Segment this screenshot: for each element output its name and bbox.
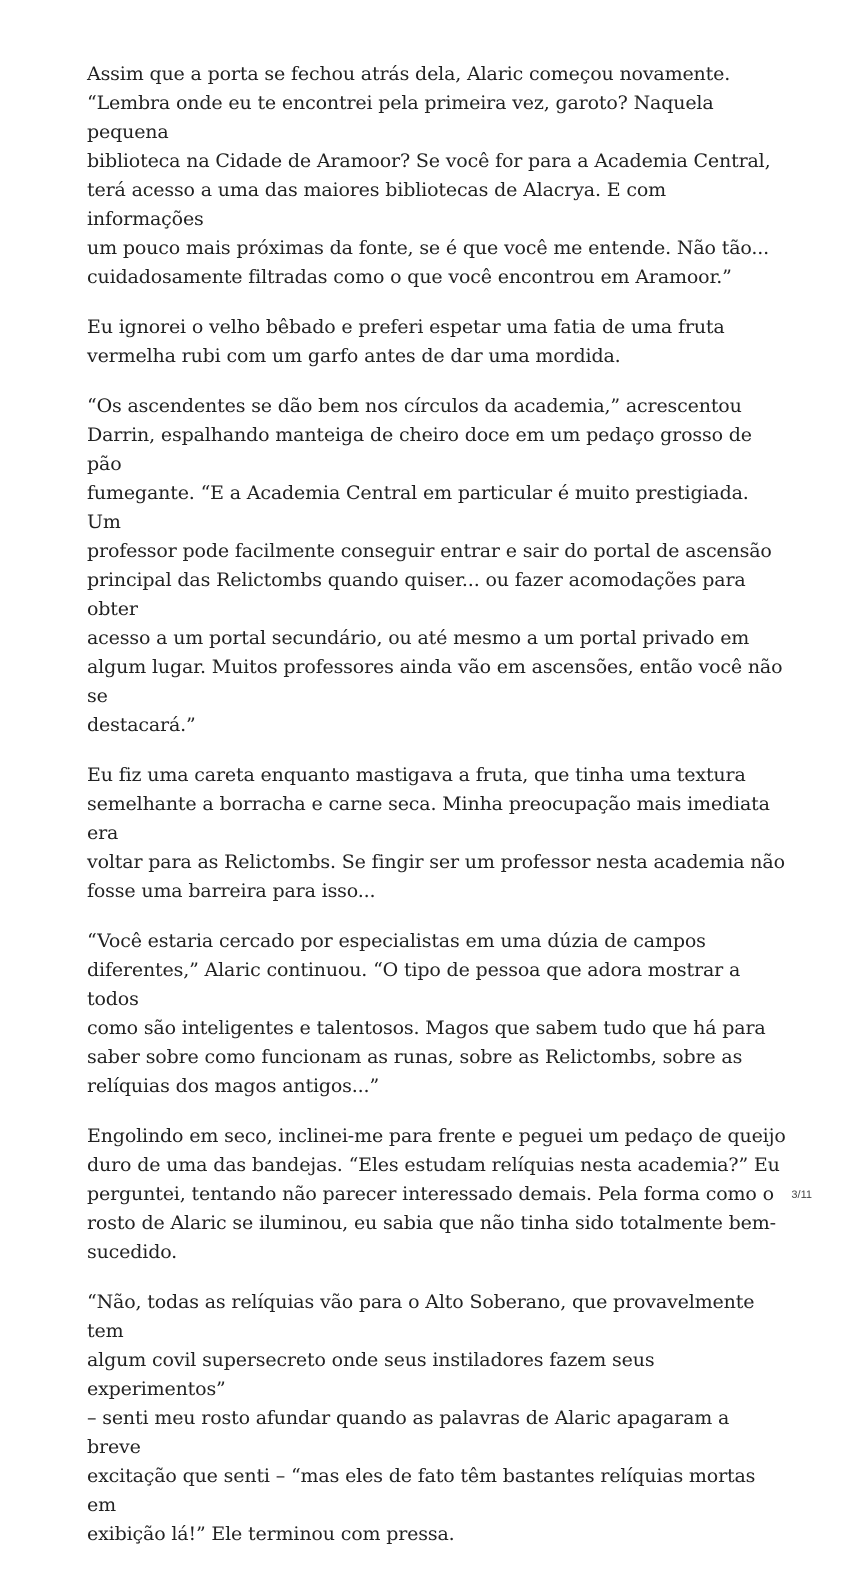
paragraph: Eu ignorei o velho bêbado e preferi espetar uma fatia de uma fruta vermelha rubi com um garfo antes de dar uma mordida. [87,316,725,367]
paragraph: “Você estaria cercado por especialistas em uma dúzia de campos diferentes,” Alaric continuou. “O tipo de pessoa que adora mostrar a todos como são inteligentes e talentosos. Magos que sabem tudo que há para saber sobre como funcionam as runas, sobre as Relictombs, sobre as relíquias dos magos antigos...” [87,930,766,1097]
paragraph: Eu fiz uma careta enquanto mastigava a fruta, que tinha uma textura semelhante a borracha e carne seca. Minha preocupação mais imediata era voltar para as Relictombs. Se fingir ser um professor nesta academia não fosse uma barreira para isso... [87,764,785,902]
paragraph: “Não, todas as relíquias vão para o Alto Soberano, que provavelmente tem algum covil supersecreto onde seus instiladores fazem seus experimentos” – senti meu rosto afundar quando as palavras de Alaric apagaram a breve excitação que senti – “mas eles de fato têm bastantes relíquias mortas em exibição lá!” Ele terminou com pressa. [87,1291,756,1545]
paragraph: Assim que a porta se fechou atrás dela, Alaric começou novamente. “Lembra onde eu te encontrei pela primeira vez, garoto? Naquela pequena biblioteca na Cidade de Aramoor? Se você for para a Academia Central, terá acesso a uma das maiores bibliotecas de Alacrya. E com informações um pouco mais próximas da fonte, se é que você me entende. Não tão... cuidadosamente filtradas como o que você encontrou em Aramoor.” [87,63,771,288]
paragraph: Engolindo em seco, inclinei-me para frente e peguei um pedaço de queijo duro de uma das bandejas. “Eles estudam relíquias nesta academia?” Eu perguntei, tentando não parecer interessado demais. Pela forma como o rosto de Alaric se iluminou, eu sabia que não tinha sido totalmente bem- sucedido. [87,1125,786,1263]
document-body [87,60,787,1570]
paragraph: “Os ascendentes se dão bem nos círculos da academia,” acrescentou Darrin, espalhando manteiga de cheiro doce em um pedaço grosso de pão fumegante. “E a Academia Central em particular é muito prestigiada. Um professor pode facilmente conseguir entrar e sair do portal de ascensão principal das Relictombs quando quiser... ou fazer acomodações para obter acesso a um portal secundário, ou até mesmo a um portal privado em algum lugar. Muitos professores ainda vão em ascensões, então você não se destacará.” [87,395,783,736]
page-number: 3/11 [791,1189,812,1201]
